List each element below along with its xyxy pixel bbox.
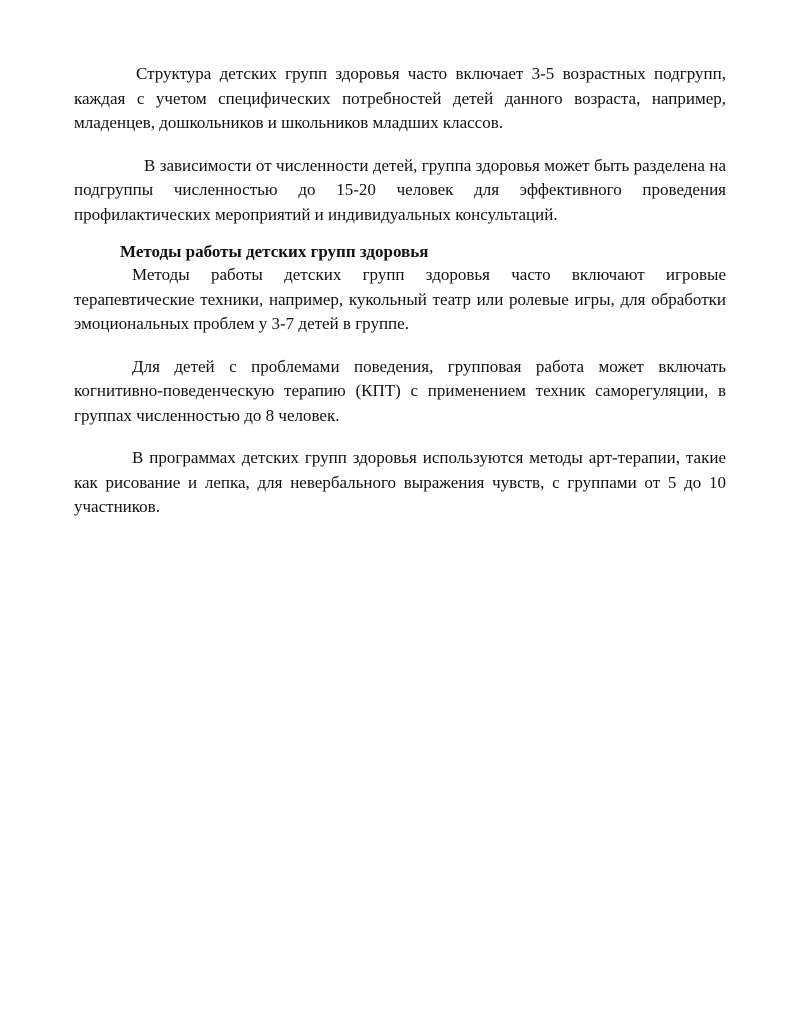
paragraph-methods: Методы работы детских групп здоровья часто включают игровые терапевтические техники, например, кукольный театр или ролевые игры, для обработки эмоциональных проблем у 3-7 детей в группе. — [74, 265, 726, 333]
paragraph-subgroups: В зависимости от численности детей, группа здоровья может быть разделена на подгруппы численностью до 15-20 человек для эффективного проведения профилактических мероприятий и индивидуальных консультаций. — [74, 155, 726, 224]
paragraph-art-therapy: В программах детских групп здоровья используются методы арт-терапии, такие как рисование и лепка, для невербального выражения чувств, с группами от 5 до 10 участников. — [74, 448, 726, 516]
section-heading: Методы работы детских групп здоровья — [120, 242, 429, 261]
paragraph-structure: Структура детских групп здоровья часто включает 3-5 возрастных подгрупп, каждая с учетом специфических потребностей детей данного возраста, например, младенцев, дошкольников и школьников младших классов. — [74, 64, 726, 132]
document-body — [74, 62, 726, 520]
paragraph-behavior: Для детей с проблемами поведения, групповая работа может включать когнитивно-поведенческую терапию (КПТ) с применением техник саморегуляции, в группах численностью до 8 человек. — [74, 356, 726, 425]
